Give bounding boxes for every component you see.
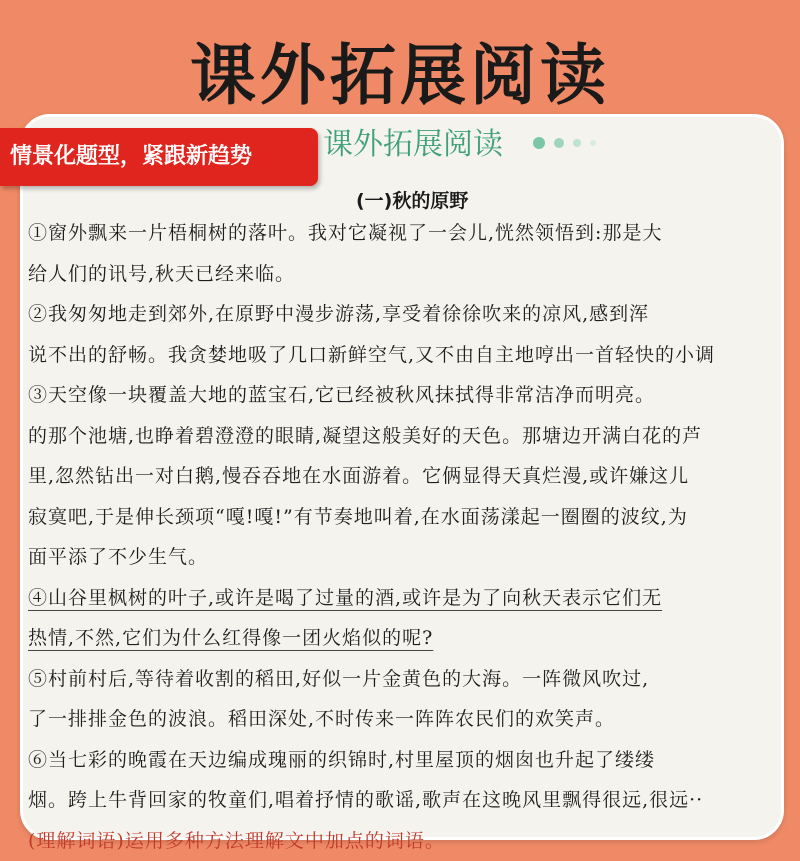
- passage-line: 的那个池塘,也睁着碧澄澄的眼睛,凝望这般美好的天色。那塘边开满白花的芦: [28, 416, 800, 457]
- underlined-line: ④山谷里枫树的叶子,或许是喝了过量的酒,或许是为了向秋天表示它们无: [28, 578, 800, 619]
- passage-line: ②我匆匆地走到郊外,在原野中漫步游荡,享受着徐徐吹来的凉风,感到浑: [28, 294, 800, 335]
- dot-icon: [590, 140, 596, 146]
- underlined-line: 热情,不然,它们为什么红得像一团火焰似的呢?: [28, 618, 800, 659]
- passage-line: ⑤村前村后,等待着收割的稻田,好似一片金黄色的大海。一阵微风吹过,: [28, 659, 800, 700]
- passage-line: 烟。跨上牛背回家的牧童们,唱着抒情的歌谣,歌声在这晚风里飘得很远,很远··: [28, 780, 800, 821]
- question-line: (理解词语)运用多种方法理解文中加点的词语。: [28, 821, 800, 861]
- decorative-dots: [533, 137, 596, 149]
- passage-line: 给人们的讯号,秋天已经来临。: [28, 254, 800, 295]
- passage-line: 面平添了不少生气。: [28, 537, 800, 578]
- passage-line: 说不出的舒畅。我贪婪地吸了几口新鲜空气,又不由自主地哼出一首轻快的小调: [28, 335, 800, 376]
- passage-line: 寂寞吧,于是伸长颈项“嘎!嘎!”有节奏地叫着,在水面荡漾起一圈圈的波纹,为: [28, 497, 800, 538]
- passage-line: ③天空像一块覆盖大地的蓝宝石,它已经被秋风抹拭得非常洁净而明亮。: [28, 375, 800, 416]
- passage-line: 了一排排金色的波浪。稻田深处,不时传来一阵阵农民们的欢笑声。: [28, 699, 800, 740]
- passage-line: 里,忽然钻出一对白鹅,慢吞吞地在水面游着。它俩显得天真烂漫,或许嫌这儿: [28, 456, 800, 497]
- card-title: 课外拓展阅读: [323, 119, 503, 163]
- dot-icon: [573, 139, 581, 147]
- passage-text: [28, 213, 800, 861]
- passage-line: ①窗外飘来一片梧桐树的落叶。我对它凝视了一会儿,恍然领悟到:那是大: [28, 213, 800, 254]
- passage-line: ⑥当七彩的晚霞在天边编成瑰丽的织锦时,村里屋顶的烟囱也升起了缕缕: [28, 740, 800, 781]
- dot-icon: [554, 138, 564, 148]
- passage-title: (一)秋的原野: [356, 186, 468, 213]
- dot-icon: [533, 137, 545, 149]
- page-title: 课外拓展阅读: [0, 22, 800, 117]
- promo-ribbon: 情景化题型，紧跟新趋势: [0, 128, 318, 186]
